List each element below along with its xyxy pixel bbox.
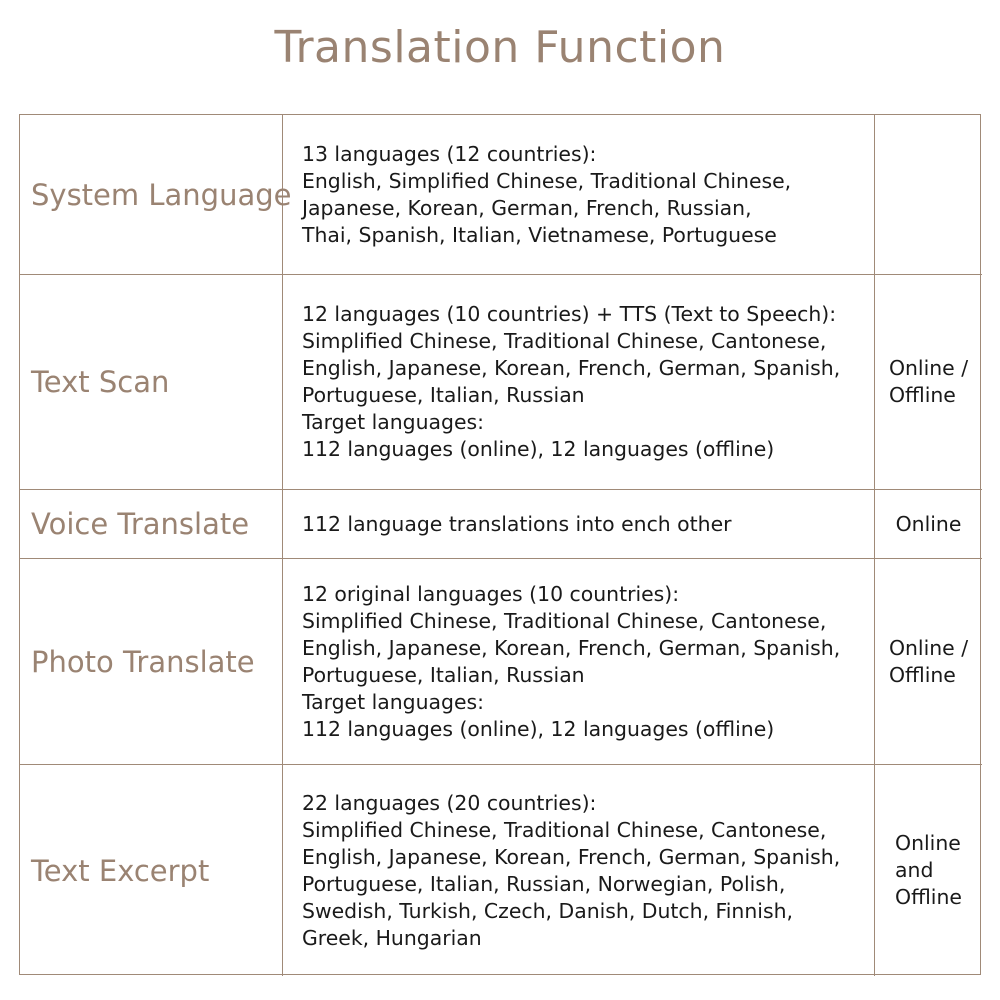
description-cell: [283, 559, 875, 765]
feature-cell: [20, 275, 283, 490]
description-cell: [283, 490, 875, 559]
description-cell: [283, 765, 875, 976]
mode-cell: [875, 559, 982, 765]
description-line: Simplified Chinese, Traditional Chinese, Cantonese,: [302, 817, 827, 842]
description-line: English, Japanese, Korean, French, German, Spanish,: [302, 844, 841, 869]
feature-cell: [20, 115, 292, 275]
description-line: 112 language translations into ench other: [302, 511, 732, 536]
description-line: 12 languages (10 countries) + TTS (Text to Speech):: [302, 302, 837, 326]
feature-label: Photo Translate: [31, 644, 255, 679]
feature-cell: [20, 559, 283, 765]
feature-cell: [20, 490, 283, 559]
mode-line: Online /: [888, 635, 969, 660]
mode-line: Online: [895, 511, 962, 536]
description-line: Portuguese, Italian, Russian: [302, 383, 585, 407]
description-line: 112 languages (online), 12 languages (offline): [302, 437, 775, 461]
description-line: Japanese, Korean, German, French, Russian,: [302, 195, 752, 220]
description-line: Swedish, Turkish, Czech, Danish, Dutch, Finnish,: [302, 898, 793, 923]
description-line: Portuguese, Italian, Russian, Norwegian, Polish,: [302, 871, 786, 896]
description-line: Simplified Chinese, Traditional Chinese, Cantonese,: [302, 329, 827, 353]
mode-line: Offline: [888, 662, 956, 687]
description-line: 22 languages (20 countries):: [302, 790, 597, 815]
mode-cell: [875, 765, 982, 976]
description-line: Portuguese, Italian, Russian: [302, 662, 585, 687]
mode-line: Offline: [888, 383, 956, 407]
description-line: 13 languages (12 countries):: [302, 141, 597, 166]
description-line: English, Japanese, Korean, French, German, Spanish,: [302, 635, 841, 660]
mode-cell: [875, 115, 982, 275]
translation-function-table: [19, 114, 981, 975]
description-cell: [283, 275, 875, 490]
description-line: Target languages:: [302, 689, 484, 714]
description-line: Simplified Chinese, Traditional Chinese, Cantonese,: [302, 608, 827, 633]
description-line: Thai, Spanish, Italian, Vietnamese, Portuguese: [302, 222, 777, 247]
feature-label: Text Scan: [31, 365, 170, 399]
feature-label: Text Excerpt: [31, 853, 210, 888]
mode-line: and: [895, 858, 934, 882]
description-line: 112 languages (online), 12 languages (offline): [302, 716, 775, 741]
mode-line: Online /: [888, 356, 969, 380]
mode-cell: [875, 490, 982, 559]
feature-cell: [20, 765, 283, 976]
description-line: English, Simplified Chinese, Traditional Chinese,: [302, 168, 792, 193]
description-line: Target languages:: [302, 410, 484, 434]
feature-label: System Language: [31, 177, 292, 212]
mode-cell: [875, 275, 982, 490]
mode-line: Online: [895, 831, 961, 855]
page-title: Translation Function: [274, 22, 726, 73]
feature-label: Voice Translate: [31, 507, 250, 541]
description-line: English, Japanese, Korean, French, German, Spanish,: [302, 356, 841, 380]
description-line: Greek, Hungarian: [302, 925, 482, 950]
description-cell: [283, 115, 875, 275]
mode-line: Offline: [895, 885, 962, 909]
description-line: 12 original languages (10 countries):: [302, 581, 680, 606]
